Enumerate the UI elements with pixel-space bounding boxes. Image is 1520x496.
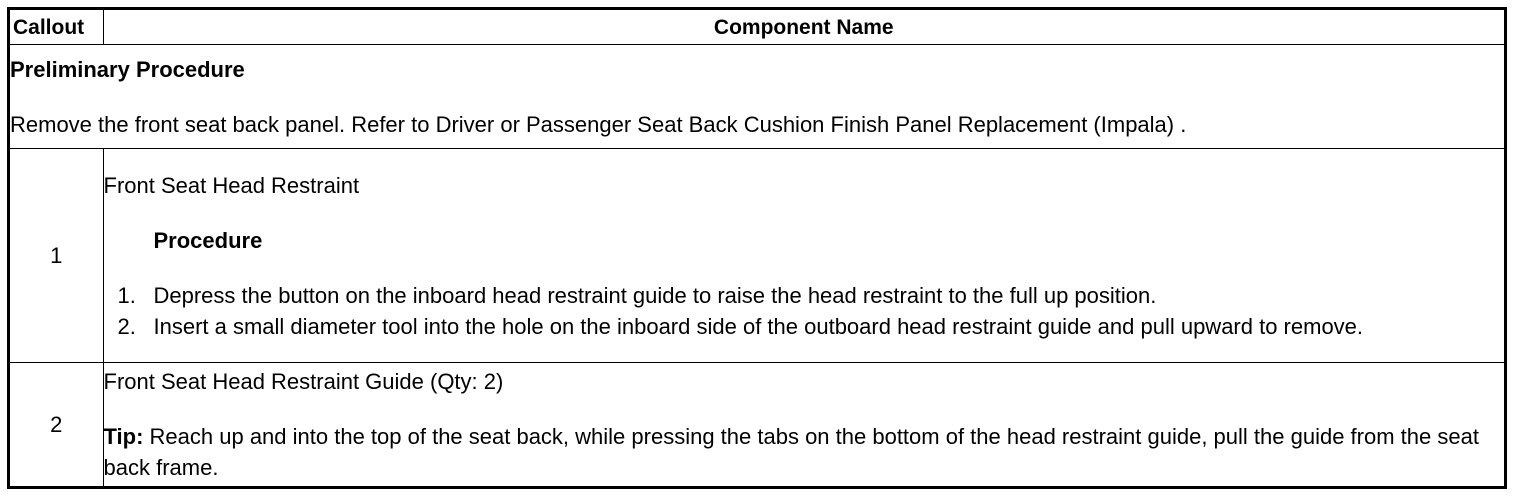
preliminary-procedure-title: Preliminary Procedure (10, 56, 245, 82)
tip-text: Reach up and into the top of the seat back, while pressing the tabs on the bottom of the head restraint guide, pull the guide from the seat back frame. (103, 424, 1479, 480)
component-description-cell (103, 149, 1504, 363)
step-number: 2. (117, 313, 136, 339)
procedure-title: Procedure (153, 227, 263, 253)
component-description-cell (103, 363, 1504, 487)
callout-column-header: Callout (10, 10, 103, 45)
preliminary-procedure-row (10, 45, 1504, 149)
step-text: Insert a small diameter tool into the hole on the inboard side of the outboard head restraint guide and pull upward to remove. (153, 313, 1364, 339)
procedure-step (104, 311, 1505, 342)
component-name: Front Seat Head Restraint Guide (Qty: 2) (103, 369, 504, 394)
tip-note (104, 421, 1505, 483)
procedure-step (104, 280, 1505, 311)
callout-number: 2 (10, 363, 103, 487)
tip-label: Tip: (103, 424, 144, 449)
step-text: Depress the button on the inboard head restraint guide to raise the head restraint to the full up position. (153, 282, 1157, 308)
table-row (10, 363, 1504, 487)
component-name-column-header: Component Name (103, 10, 1504, 45)
table-header-row (10, 10, 1504, 45)
step-number: 1. (117, 282, 136, 308)
preliminary-procedure-text: Remove the front seat back panel. Refer to Driver or Passenger Seat Back Cushion Finish Panel Replacement (Impala) . (10, 111, 1187, 137)
callout-number: 1 (10, 149, 103, 363)
component-name: Front Seat Head Restraint (103, 172, 360, 198)
table-row (10, 149, 1504, 363)
procedure-steps-list (104, 280, 1505, 342)
component-table-frame (7, 7, 1507, 489)
component-table (10, 10, 1504, 486)
preliminary-procedure-cell (10, 45, 1504, 149)
